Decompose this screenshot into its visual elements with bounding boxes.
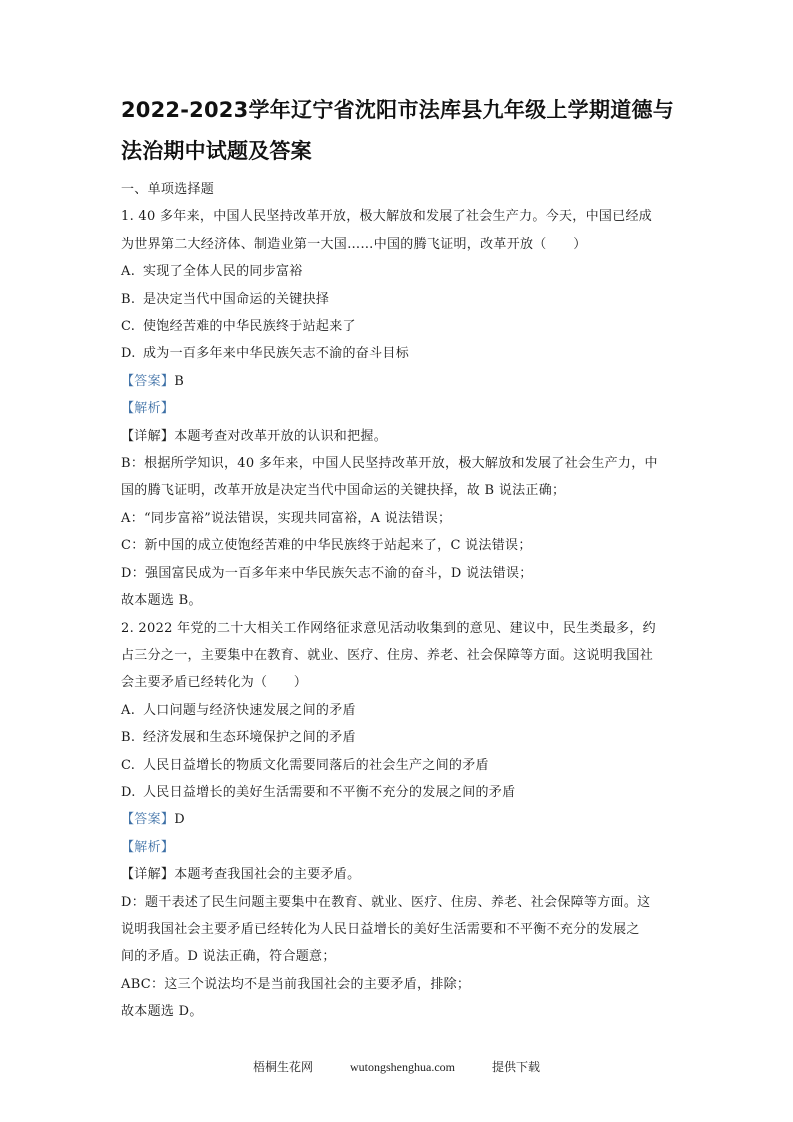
question-stem-line: 会主要矛盾已经转化为（ ） <box>121 675 308 691</box>
detail-line <box>121 423 674 450</box>
explanation-line: 故本题选 D。 <box>121 1004 203 1020</box>
option-letter: C. <box>121 319 136 335</box>
analysis-line <box>121 834 674 861</box>
option-letter: B. <box>121 291 136 307</box>
explanation-line: 故本题选 B。 <box>121 593 202 609</box>
question-stem-line: 占三分之一，主要集中在教育、就业、医疗、住房、养老、社会保障等方面。这说明我国社 <box>121 647 654 663</box>
question-2 <box>121 615 674 1026</box>
option-text: 实现了全体人民的同步富裕 <box>143 264 303 280</box>
option-text: 经济发展和生态环境保护之间的矛盾 <box>143 730 356 746</box>
document-title: 2022-2023学年辽宁省沈阳市法库县九年级上学期道德与法治期中试题及答案 <box>121 98 674 163</box>
option-letter: A. <box>121 264 136 280</box>
option-b <box>121 724 674 751</box>
option-d <box>121 340 674 367</box>
option-a <box>121 697 674 724</box>
answer-line <box>121 806 674 833</box>
option-letter: C. <box>121 757 136 773</box>
explanation-line: ABC：这三个说法均不是当前我国社会的主要矛盾，排除； <box>121 976 471 992</box>
option-text: 成为一百多年来中华民族矢志不渝的奋斗目标 <box>143 346 410 362</box>
question-stem-line: 为世界第二大经济体、制造业第一大国……中国的腾飞证明，改革开放（ ） <box>121 236 587 252</box>
option-text: 使饱经苦难的中华民族终于站起来了 <box>143 319 356 335</box>
explanation-line: D：题干表述了民生问题主要集中在教育、就业、医疗、住房、养老、社会保障等方面。这 <box>121 894 651 910</box>
option-letter: A. <box>121 702 136 718</box>
option-text: 是决定当代中国命运的关键抉择 <box>143 291 330 307</box>
page-footer <box>0 1058 793 1075</box>
answer-line <box>121 368 674 395</box>
explanation-line: C：新中国的成立使饱经苦难的中华民族终于站起来了，C 说法错误； <box>121 538 532 554</box>
explanation-line: A：“同步富裕”说法错误，实现共同富裕，A 说法错误； <box>121 510 452 526</box>
option-d <box>121 779 674 806</box>
answer-label: 【答案】 <box>121 373 175 389</box>
question-stem-line: 2. 2022 年党的二十大相关工作网络征求意见活动收集到的意见、建议中，民生类最多，约 <box>121 620 656 636</box>
option-c <box>121 313 674 340</box>
explanation-line: D：强国富民成为一百多年来中华民族矢志不渝的奋斗，D 说法错误； <box>121 565 533 581</box>
option-c <box>121 752 674 779</box>
detail-line <box>121 861 674 888</box>
question-1 <box>121 203 674 614</box>
explanation-line: B：根据所学知识，40 多年来，中国人民坚持改革开放，极大解放和发展了社会生产力，中 <box>121 456 658 472</box>
document-page <box>121 90 674 1026</box>
option-b <box>121 286 674 313</box>
option-text: 人民日益增长的物质文化需要同落后的社会生产之间的矛盾 <box>143 757 489 773</box>
footer-url[interactable]: wutongshenghua.com <box>350 1060 455 1074</box>
detail-label: 【详解】 <box>121 867 175 883</box>
answer-value: B <box>174 373 185 389</box>
analysis-label: 【解析】 <box>121 401 175 417</box>
option-letter: D. <box>121 346 136 362</box>
option-letter: D. <box>121 784 136 800</box>
answer-label: 【答案】 <box>121 812 175 828</box>
detail-intro: 本题考查我国社会的主要矛盾。 <box>174 867 361 883</box>
option-a <box>121 258 674 285</box>
answer-value: D <box>174 812 185 828</box>
detail-intro: 本题考查对改革开放的认识和把握。 <box>174 428 388 444</box>
detail-label: 【详解】 <box>121 428 175 444</box>
footer-note: 提供下载 <box>491 1060 540 1074</box>
explanation-line: 间的矛盾。D 说法正确，符合题意； <box>121 949 336 965</box>
explanation-line: 国的腾飞证明，改革开放是决定当代中国命运的关键抉择，故 B 说法正确； <box>121 483 566 499</box>
analysis-line <box>121 395 674 422</box>
footer-site-name: 梧桐生花网 <box>252 1060 313 1074</box>
section-heading: 一、单项选择题 <box>121 182 215 197</box>
option-letter: B. <box>121 730 136 746</box>
question-stem-line: 1. 40 多年来，中国人民坚持改革开放，极大解放和发展了社会生产力。今天，中国已经成 <box>121 209 653 225</box>
option-text: 人口问题与经济快速发展之间的矛盾 <box>143 702 356 718</box>
explanation-line: 说明我国社会主要矛盾已经转化为人民日益增长的美好生活需要和不平衡不充分的发展之 <box>121 921 640 937</box>
analysis-label: 【解析】 <box>121 839 175 855</box>
option-text: 人民日益增长的美好生活需要和不平衡不充分的发展之间的矛盾 <box>143 784 516 800</box>
